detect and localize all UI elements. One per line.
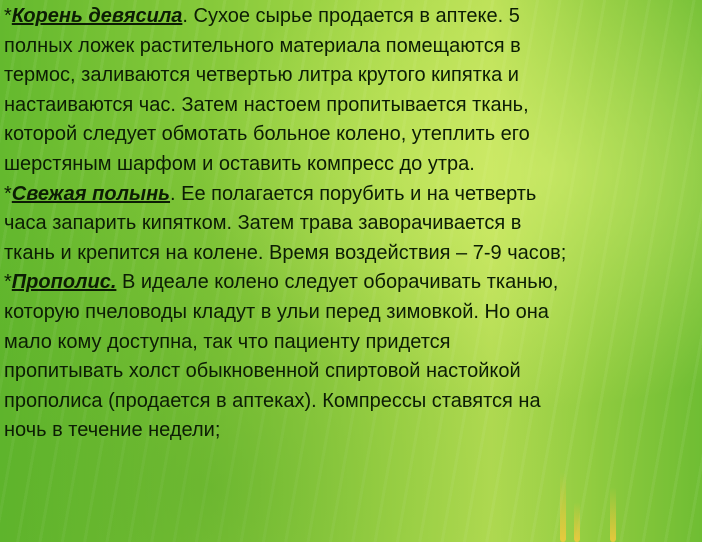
text-line: которой следует обмотать больное колено, утеплить его	[4, 123, 530, 146]
article-text	[4, 2, 694, 446]
background-streak	[560, 472, 566, 542]
bullet-mark: *	[4, 5, 12, 27]
background-streak	[610, 487, 616, 542]
text-line: термос, заливаются четвертью литра крутого кипятка и	[4, 64, 519, 87]
text-line	[4, 268, 694, 298]
text-line: которую пчеловоды кладут в ульи перед зимовкой. Но она	[4, 300, 549, 323]
remedy-heading[interactable]: Свежая полынь	[11, 182, 171, 205]
text-line: прополиса (продается в аптеках). Компрессы ставятся на	[4, 389, 541, 412]
bullet-mark: *	[4, 182, 12, 205]
text-line: часа запарить кипятком. Затем трава заворачивается в	[4, 212, 522, 235]
text-segment: . Ее полагается порубить и на четверть	[170, 182, 537, 205]
remedy-heading[interactable]: Прополис.	[11, 271, 117, 294]
text-line: пропитывать холст обыкновенной спиртовой настойкой	[4, 360, 521, 383]
text-segment: . Сухое сырье продается в аптеке. 5	[182, 5, 520, 27]
text-line: шерстяным шарфом и оставить компресс до утра.	[4, 152, 475, 175]
bullet-mark: *	[4, 271, 12, 294]
text-line: настаиваются час. Затем настоем пропитывается ткань,	[4, 93, 529, 116]
text-line	[4, 2, 694, 32]
remedy-paragraph-wormwood	[4, 180, 694, 269]
remedy-paragraph-propolis	[4, 268, 694, 446]
text-line: ночь в течение недели;	[4, 419, 221, 442]
text-segment: В идеале колено следует оборачивать тканью,	[116, 271, 559, 294]
remedy-heading[interactable]: Корень девясила	[11, 5, 183, 27]
text-line	[4, 180, 694, 210]
text-line: мало кому доступна, так что пациенту придется	[4, 330, 451, 353]
text-line: полных ложек растительного материала помещаются в	[4, 34, 521, 57]
remedy-paragraph-elecampane	[4, 2, 694, 180]
text-line: ткань и крепится на колене. Время воздействия – 7-9 часов;	[4, 241, 567, 264]
background-streak	[574, 502, 580, 542]
